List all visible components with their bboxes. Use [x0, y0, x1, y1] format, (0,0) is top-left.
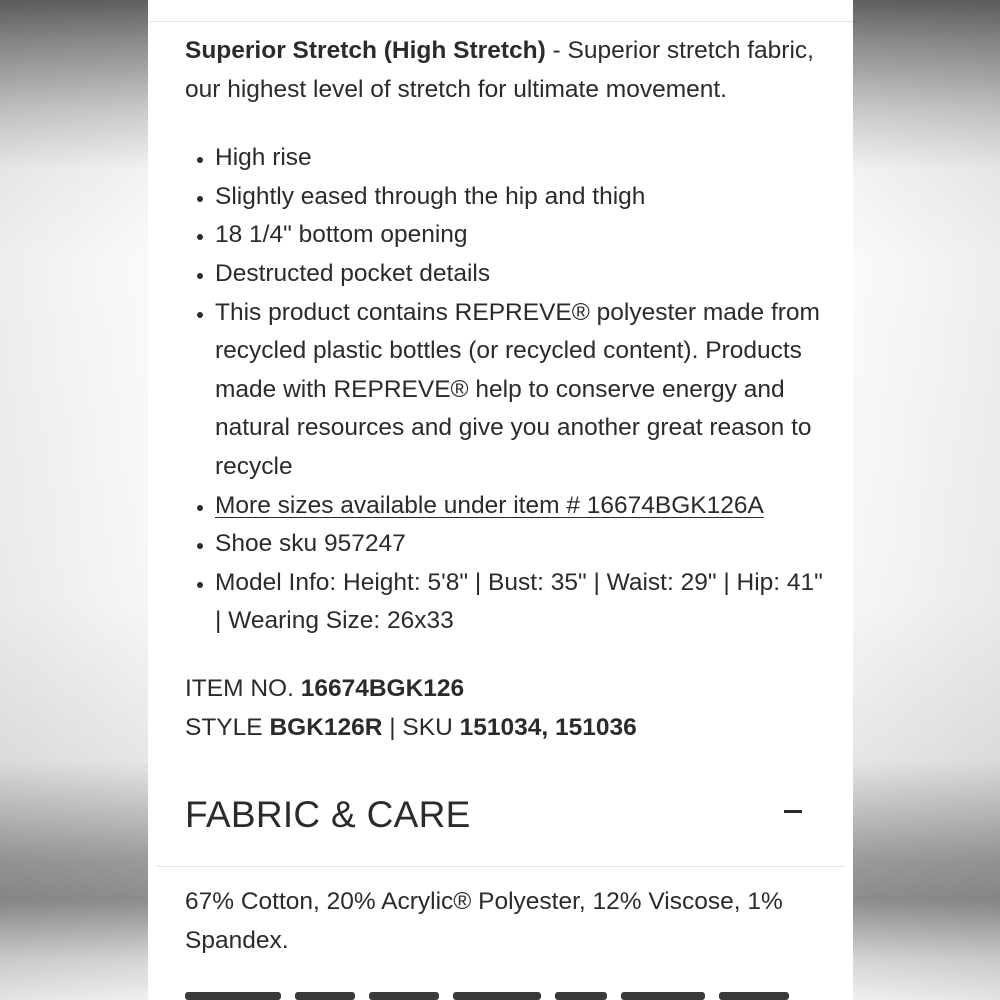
cutoff-word — [719, 992, 789, 1000]
cutoff-text-line — [185, 992, 805, 1000]
fabric-care-title: FABRIC & CARE — [185, 794, 471, 835]
cutoff-word — [453, 992, 541, 1000]
style-value: BGK126R — [269, 713, 383, 741]
stretch-level-label: Superior Stretch (High Stretch) — [185, 37, 546, 64]
item-number-value: 16674BGK126 — [300, 674, 465, 702]
feature-item: • Shoe sku 957247 — [215, 525, 825, 564]
fabric-composition: 67% Cotton, 20% Acrylic® Polyester, 12% Viscose, 1% Spandex. — [185, 888, 783, 954]
fabric-care-divider — [156, 866, 845, 867]
more-sizes-link[interactable]: More sizes available under item # 16674BGK126A — [215, 491, 764, 519]
stretch-level-text: - Superior stretch fabric, our highest level of stretch for ultimate movement. — [185, 37, 814, 103]
sku-label: | SKU — [382, 713, 460, 741]
product-identifiers — [185, 670, 825, 747]
cutoff-word — [369, 992, 439, 1000]
collapse-toggle-button[interactable] — [780, 796, 810, 826]
feature-item: • This product contains REPREVE® polyester made from recycled plastic bottles (or recycled content). Products made with REPREVE® help to conserve energy and natural resources and give you another great reason to recycle — [215, 294, 825, 487]
stretch-description — [185, 32, 825, 109]
description-section — [185, 32, 825, 747]
feature-list — [185, 139, 825, 641]
cutoff-word — [555, 992, 607, 1000]
item-number-line — [185, 670, 825, 709]
fabric-care-accordion-header[interactable] — [185, 788, 810, 844]
feature-item-more-sizes — [215, 487, 825, 526]
cutoff-word — [621, 992, 705, 1000]
background-left-shade — [0, 0, 148, 1000]
sku-value: 151034, 151036 — [459, 713, 637, 741]
minus-icon — [784, 810, 802, 813]
cutoff-word — [185, 992, 281, 1000]
item-number-label: ITEM NO. — [185, 674, 301, 702]
top-divider — [148, 21, 853, 22]
feature-item: • 18 1/4" bottom opening — [215, 216, 825, 255]
product-details-panel — [148, 0, 853, 1000]
feature-item: • Model Info: Height: 5'8" | Bust: 35" | Waist: 29" | Hip: 41" | Wearing Size: 26x33 — [215, 564, 825, 641]
cutoff-word — [295, 992, 355, 1000]
feature-item: • High rise — [215, 139, 825, 178]
feature-item: • Slightly eased through the hip and thigh — [215, 178, 825, 217]
style-label: STYLE — [185, 713, 270, 741]
feature-item: • Destructed pocket details — [215, 255, 825, 294]
background-right-shade — [852, 0, 1000, 1000]
style-sku-line — [185, 709, 825, 748]
